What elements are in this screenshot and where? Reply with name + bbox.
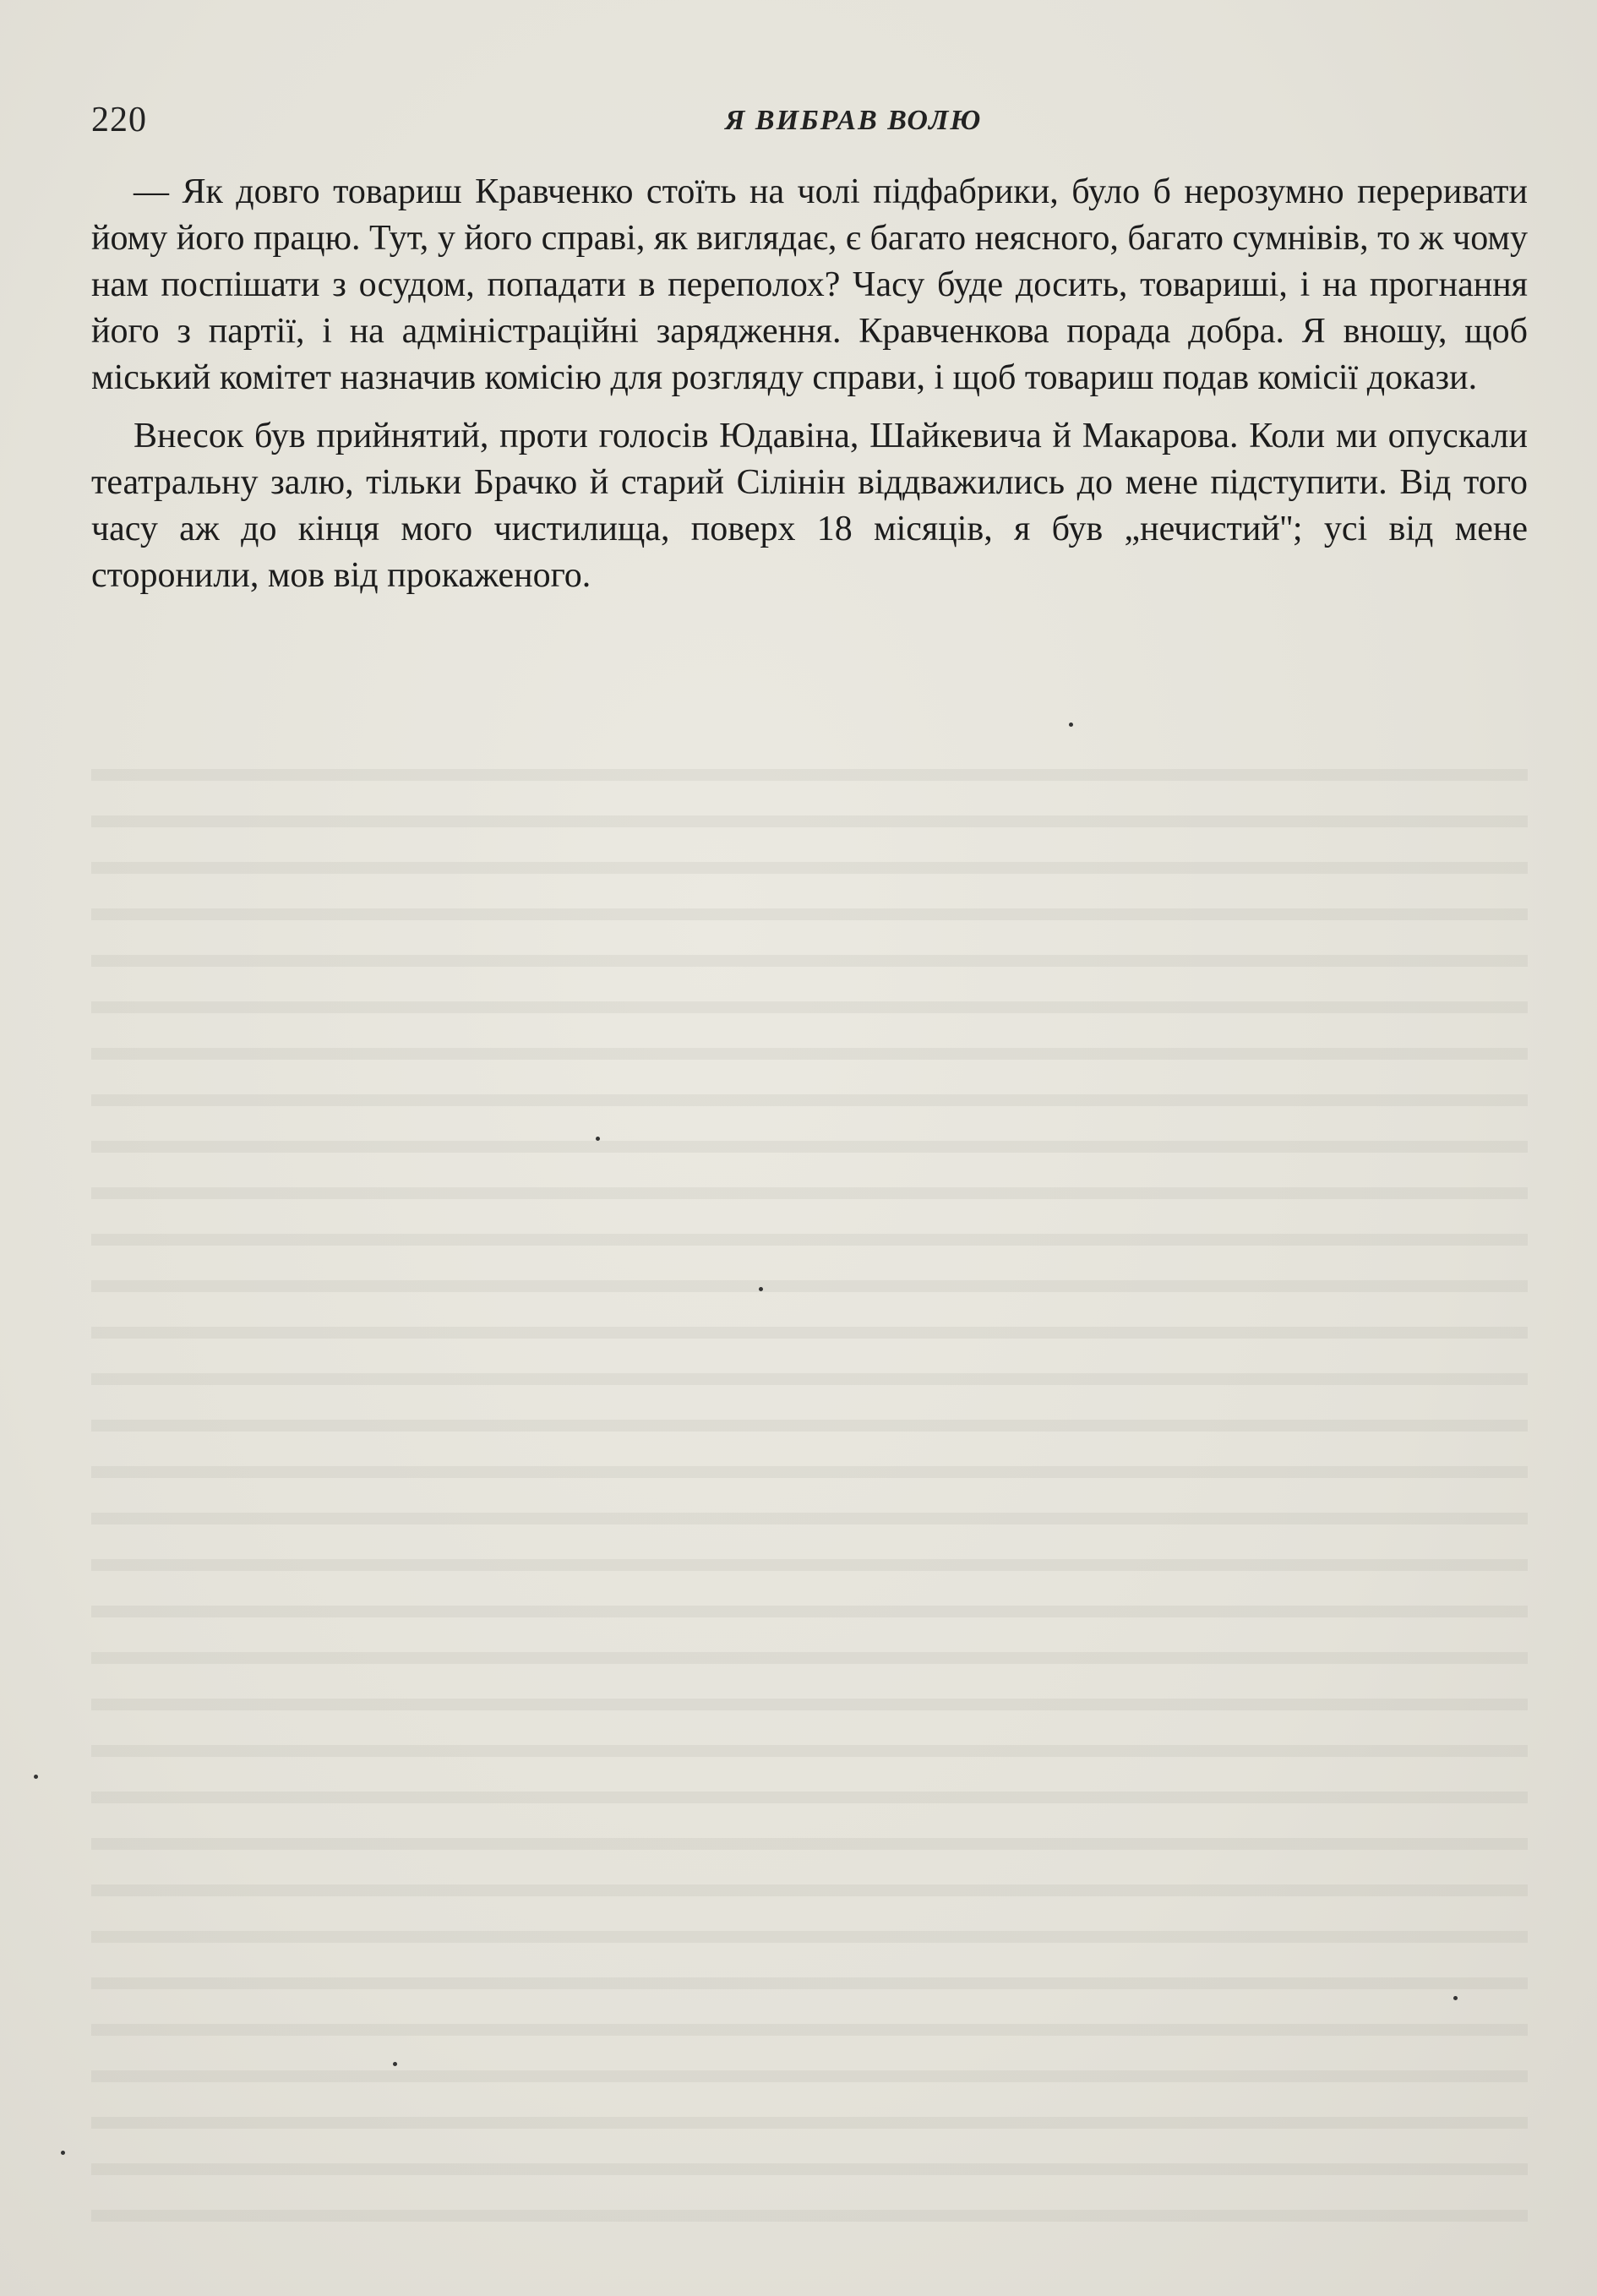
paragraph-1: — Як довго товариш Кравченко стоїть на чолі підфабрики, було б нерозумно переривати йому його працю. Тут, у його справі, як виглядає, є багато неясного, багато сумнівів, то ж чому нам поспішати з осудом, попадати в переполох? Часу буде досить, товариші, і на прогнання його з партії, і на адміністраційні зарядження. Кравченкова порада добра. Я вношу, щоб міський комітет назначив комісію для розгляду справи, і щоб товариш подав комісії докази.	[91, 172, 1528, 397]
page-header	[91, 100, 1528, 150]
page-number: 220	[91, 101, 147, 139]
paper-speck	[1453, 1996, 1458, 2000]
paper-speck	[393, 2062, 397, 2066]
show-through-texture	[91, 744, 1528, 2231]
paper-speck	[759, 1287, 763, 1291]
paragraph-2: Внесок був прийнятий, проти голосів Юдавіна, Шайкевича й Макарова. Коли ми опускали театральну залю, тільки Брачко й старий Сілінін віддважились до мене підступити. Від того часу аж до кінця мого чистилища, поверх 18 місяців, я був „нечистий''; усі від мене сторонили, мов від прокаженого.	[91, 417, 1528, 595]
running-title: Я ВИБРАВ ВОЛЮ	[725, 105, 983, 136]
paper-speck	[1069, 723, 1073, 727]
paper-speck	[61, 2151, 65, 2155]
paper-speck	[596, 1137, 600, 1141]
body-text	[91, 169, 1528, 611]
paper-speck	[34, 1775, 38, 1779]
